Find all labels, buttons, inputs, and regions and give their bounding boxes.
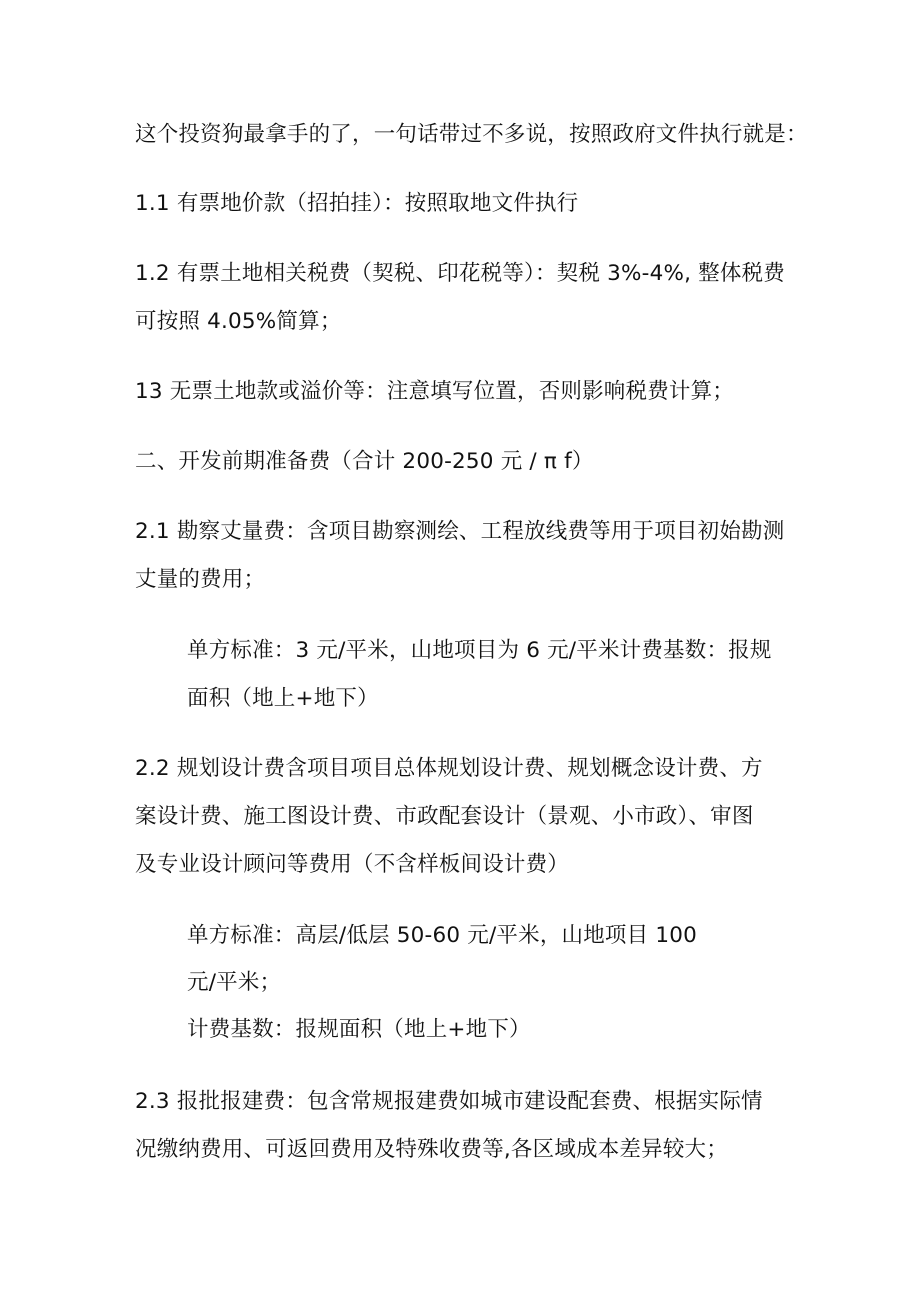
item-2-2-line-1: 2.2 规划设计费含项目项目总体规划设计费、规划概念设计费、方 xyxy=(135,756,763,781)
item-1-2-line-1: 1.2 有票土地相关税费（契税、印花税等）：契税 3%-4%, 整体税费 xyxy=(135,261,785,286)
item-2-2-standard-line-1: 单方标准：高层/低层 50-60 元/平米，山地项目 100 xyxy=(187,923,698,948)
item-2-1-standard-line-1: 单方标准：3 元/平米，山地项目为 6 元/平米计费基数：报规 xyxy=(187,638,772,663)
item-2-2-line-2: 案设计费、施工图设计费、市政配套设计（景观、小市政）、审图 xyxy=(135,804,754,829)
item-2-3-line-1: 2.3 报批报建费：包含常规报建费如城市建设配套费、根据实际情 xyxy=(135,1089,763,1114)
item-2-1-line-2: 丈量的费用； xyxy=(135,567,266,592)
item-1-2-line-2: 可按照 4.05%简算； xyxy=(135,309,342,334)
item-2-2-line-3: 及专业设计顾问等费用（不含样板间设计费） xyxy=(135,852,570,877)
item-1-3: 13 无票土地款或溢价等：注意填写位置，否则影响税费计算； xyxy=(135,379,734,404)
item-2-1-line-1: 2.1 勘察丈量费：含项目勘察测绘、工程放线费等用于项目初始勘测 xyxy=(135,519,785,544)
item-2-2-standard-line-2: 元/平米； xyxy=(187,970,282,995)
item-2-3-line-2: 况缴纳费用、可返回费用及特殊收费等,各区域成本差异较大； xyxy=(135,1137,728,1162)
item-2-1-standard-line-2: 面积（地上+地下） xyxy=(187,686,379,711)
item-2-2-basis: 计费基数：报规面积（地上+地下） xyxy=(187,1017,531,1042)
item-1-1: 1.1 有票地价款（招拍挂）：按照取地文件执行 xyxy=(135,191,579,216)
intro-text: 这个投资狗最拿手的了，一句话带过不多说，按照政府文件执行就是： xyxy=(135,122,808,147)
section-2-heading: 二、开发前期准备费（合计 200-250 元 / π f） xyxy=(135,449,594,474)
